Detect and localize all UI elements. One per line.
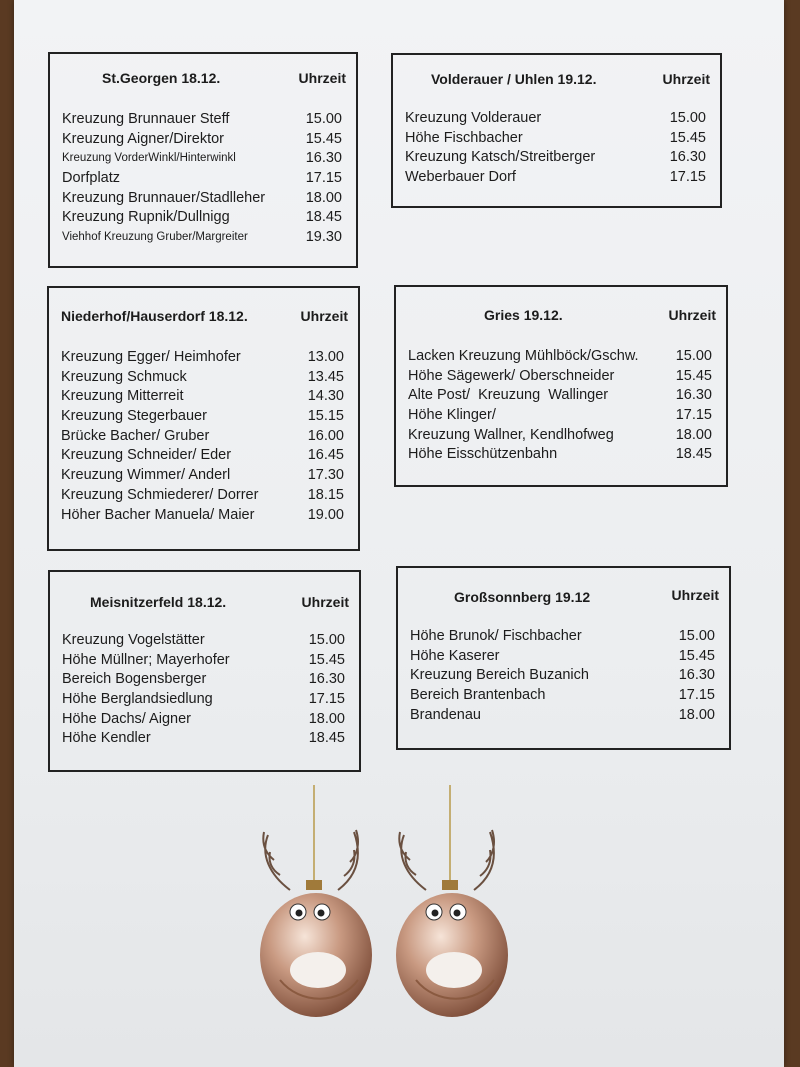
table-row	[61, 368, 344, 388]
table-row	[61, 446, 344, 466]
schedule-rows	[405, 109, 706, 188]
stop-name: Höhe Sägewerk/ Oberschneider	[408, 367, 615, 384]
stop-time: 18.00	[678, 706, 715, 723]
table-row	[62, 110, 342, 130]
stop-name: Viehhof Kreuzung Gruber/Margreiter	[62, 231, 248, 244]
stop-name: Höhe Eisschützenbahn	[408, 446, 558, 463]
table-row	[405, 168, 706, 188]
stop-time: 15.00	[675, 348, 712, 364]
table-row	[410, 647, 715, 667]
table-row	[61, 387, 344, 407]
stop-time: 13.00	[307, 349, 344, 365]
schedule-title: Meisnitzerfeld 18.12.	[90, 594, 227, 610]
schedule-box-grosssonnberg	[396, 566, 731, 750]
reindeer-ornaments	[250, 780, 530, 1030]
schedule-rows	[408, 347, 712, 465]
stop-time: 17.15	[678, 687, 715, 704]
table-row	[61, 466, 344, 486]
table-row	[61, 506, 344, 526]
stop-time: 16.30	[305, 150, 342, 167]
stop-name: Kreuzung Katsch/Streitberger	[405, 149, 596, 166]
stop-time: 18.45	[308, 730, 345, 747]
schedule-title: Volderauer / Uhlen 19.12.	[431, 71, 597, 87]
reindeer-ornament-icon	[396, 785, 508, 1017]
stop-time: 18.45	[305, 209, 342, 226]
stop-name: Kreuzung VorderWinkl/Hinterwinkl	[62, 152, 236, 165]
schedule-box-meisnitzerfeld	[48, 570, 361, 772]
table-row	[410, 686, 715, 706]
stop-name: Dorfplatz	[62, 170, 121, 187]
stop-name: Höhe Fischbacher	[405, 129, 523, 146]
stop-time: 17.15	[308, 691, 345, 708]
stop-time: 16.30	[308, 671, 345, 688]
stop-time: 15.45	[678, 647, 715, 664]
stop-name: Kreuzung Schmiederer/ Dorrer	[61, 486, 259, 503]
stop-name: Kreuzung Brunnauer/Stadlleher	[62, 189, 266, 206]
stop-name: Kreuzung Volderauer	[405, 110, 542, 126]
table-row	[408, 347, 712, 367]
stop-time: 15.45	[675, 367, 712, 384]
stop-name: Alte Post/ Kreuzung Wallinger	[408, 387, 609, 404]
stop-name: Brücke Bacher/ Gruber	[61, 427, 210, 444]
stop-time: 17.15	[669, 169, 706, 186]
stop-time: 14.30	[307, 388, 344, 405]
stop-name: Kreuzung Bereich Buzanich	[410, 667, 589, 684]
stop-time: 15.45	[669, 129, 706, 146]
stop-time: 17.15	[305, 170, 342, 187]
table-row	[410, 666, 715, 686]
table-row	[408, 386, 712, 406]
stop-name: Höhe Dachs/ Aigner	[62, 710, 191, 727]
stop-name: Kreuzung Mitterreit	[61, 388, 184, 405]
stop-name: Lacken Kreuzung Mühlböck/Gschw.	[408, 348, 639, 364]
stop-time: 17.30	[307, 467, 344, 484]
table-row	[408, 426, 712, 446]
stop-name: Kreuzung Wallner, Kendlhofweg	[408, 426, 614, 443]
stop-name: Bereich Bogensberger	[62, 671, 207, 688]
schedule-box-niederhof	[47, 286, 360, 551]
schedule-box-volderauer	[391, 53, 722, 208]
table-row	[61, 348, 344, 368]
table-row	[62, 169, 342, 189]
stop-name: Kreuzung Schneider/ Eder	[61, 447, 232, 464]
stop-name: Höhe Kaserer	[410, 647, 500, 664]
table-row	[405, 148, 706, 168]
table-row	[61, 427, 344, 447]
stop-name: Höhe Berglandsiedlung	[62, 691, 213, 708]
stop-time: 18.00	[675, 426, 712, 443]
stop-time: 17.15	[675, 407, 712, 424]
stop-name: Kreuzung Egger/ Heimhofer	[61, 349, 241, 365]
stop-time: 16.30	[669, 149, 706, 166]
schedule-title: Großsonnberg 19.12	[454, 589, 591, 605]
stop-name: Bereich Brantenbach	[410, 687, 546, 704]
time-column-header: Uhrzeit	[301, 594, 349, 610]
stop-name: Kreuzung Stegerbauer	[61, 408, 207, 425]
stop-time: 15.00	[669, 110, 706, 126]
stop-time: 15.15	[307, 408, 344, 425]
time-column-header: Uhrzeit	[300, 308, 348, 324]
stop-time: 15.00	[308, 632, 345, 648]
time-column-header: Uhrzeit	[668, 307, 716, 323]
table-row	[62, 631, 345, 651]
stop-name: Brandenau	[410, 706, 481, 723]
table-row	[62, 729, 345, 749]
table-row	[62, 130, 342, 150]
table-row	[410, 706, 715, 726]
stop-time: 13.45	[307, 368, 344, 385]
stop-time: 16.45	[307, 447, 344, 464]
schedule-rows	[62, 631, 345, 749]
table-row	[62, 710, 345, 730]
stop-name: Höher Bacher Manuela/ Maier	[61, 506, 255, 523]
schedule-rows	[410, 627, 715, 725]
schedule-rows	[61, 348, 344, 525]
schedule-title: St.Georgen 18.12.	[102, 70, 221, 86]
stop-time: 16.30	[675, 387, 712, 404]
stop-time: 16.00	[307, 427, 344, 444]
table-row	[62, 208, 342, 228]
stop-name: Höhe Müllner; Mayerhofer	[62, 651, 230, 668]
stop-name: Kreuzung Aigner/Direktor	[62, 130, 224, 147]
schedule-box-gries	[394, 285, 728, 487]
reindeer-ornament-icon	[260, 785, 372, 1017]
schedule-box-st-georgen	[48, 52, 358, 268]
table-row	[410, 627, 715, 647]
stop-time: 15.45	[308, 651, 345, 668]
table-row	[405, 109, 706, 129]
table-row	[62, 690, 345, 710]
stop-time: 15.00	[305, 111, 342, 127]
stop-name: Höhe Klinger/	[408, 407, 496, 424]
table-row	[62, 228, 342, 248]
table-row	[408, 367, 712, 387]
table-row	[62, 670, 345, 690]
time-column-header: Uhrzeit	[662, 71, 710, 87]
table-row	[408, 406, 712, 426]
stop-name: Kreuzung Wimmer/ Anderl	[61, 467, 231, 484]
stop-name: Höhe Kendler	[62, 730, 151, 747]
stop-name: Kreuzung Schmuck	[61, 368, 187, 385]
schedule-title: Gries 19.12.	[484, 307, 563, 323]
table-row	[62, 149, 342, 169]
time-column-header: Uhrzeit	[298, 70, 346, 86]
time-column-header: Uhrzeit	[671, 587, 719, 603]
table-row	[62, 651, 345, 671]
schedule-rows	[62, 110, 342, 248]
stop-time: 18.00	[308, 710, 345, 727]
stop-time: 15.00	[678, 628, 715, 644]
stop-time: 18.00	[305, 189, 342, 206]
table-row	[61, 486, 344, 506]
table-row	[405, 129, 706, 149]
stop-name: Kreuzung Vogelstätter	[62, 632, 205, 648]
stop-name: Kreuzung Rupnik/Dullnigg	[62, 209, 230, 226]
stop-name: Weberbauer Dorf	[405, 169, 516, 186]
stop-time: 18.15	[307, 486, 344, 503]
stop-time: 19.00	[307, 506, 344, 523]
stop-time: 19.30	[305, 229, 342, 246]
stop-name: Höhe Brunok/ Fischbacher	[410, 628, 582, 644]
table-row	[62, 189, 342, 209]
stop-time: 15.45	[305, 130, 342, 147]
stop-time: 16.30	[678, 667, 715, 684]
stop-time: 18.45	[675, 446, 712, 463]
stop-name: Kreuzung Brunnauer Steff	[62, 111, 230, 127]
table-row	[61, 407, 344, 427]
table-row	[408, 445, 712, 465]
schedule-title: Niederhof/Hauserdorf 18.12.	[61, 308, 248, 324]
